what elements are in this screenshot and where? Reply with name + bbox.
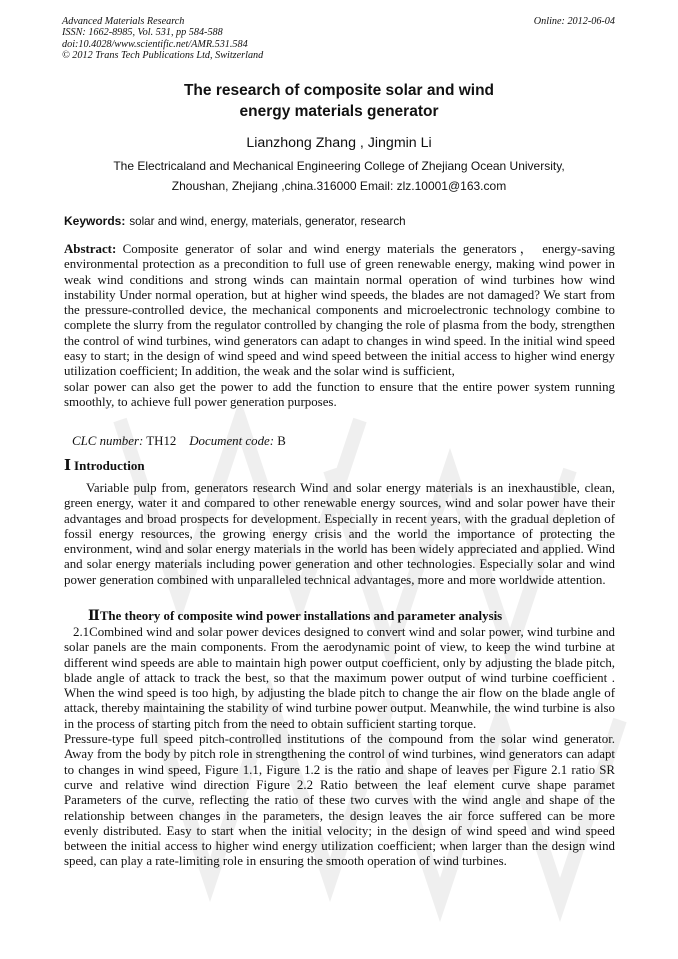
- title-line-2: energy materials generator: [239, 103, 439, 120]
- title-line-1: The research of composite solar and wind: [183, 82, 495, 99]
- section-1-body: [64, 481, 615, 588]
- section-2-body: [64, 625, 615, 870]
- doc-code-label: Document code:: [189, 434, 275, 448]
- abstract-label: Abstract:: [64, 242, 117, 256]
- section-2-numeral: Ⅱ: [88, 609, 100, 624]
- affiliation-line-2: Zhoushan, Zhejiang ,china.316000 Email: zlz.10001@163.com: [171, 179, 507, 193]
- section-2-paragraph-1: 2.1Combined wind and solar power devices designed to convert wind and solar power, wind turbine and solar panels are the main components. From the aerodynamic point of view, to keep the wind turbine at different wind speeds are able to maintain high power output coefficient, only by adjusting the blade pitch, blade angle of attack to track the best, so that the maximum power output of wind turbine coefficient . When the wind speed is too high, by adjusting the blade pitch to change the air flow on the blade angle of attack, thereby maintaining the stability of wind turbine power output. Meanwhile, the wind turbine is also in the process of starting pitch from the need to obtain sufficient starting torque.: [64, 625, 615, 731]
- paper-title: [0, 80, 678, 122]
- keywords-label: Keywords:: [64, 214, 126, 228]
- copyright-line: © 2012 Trans Tech Publications Ltd, Switzerland: [62, 49, 264, 61]
- abstract-text: Composite generator of solar and wind energy materials the generators， energy-saving environmental protection as a precondition to full use of green renewable energy, making wind power in weak wind conditions and strong winds can maintain normal operation of wind turbines how wind instability Under normal operation, but at higher wind speeds, the blades are not damaged? We start from the pressure-controlled device, the mechanical components and microelectronic technology combine to complete the slurry from the regulator controlled by changing the role of plasma from the body, strengthen the control of wind turbines, wind generators can adapt to changes in wind speed. In the initial wind speed easy to start; in the design of wind speed and wind speed between the initial access to higher wind energy utilization coefficient; In addition, the weak and the solar wind is sufficient,: [64, 242, 615, 379]
- section-1-title: Introduction: [74, 458, 145, 473]
- clc-value: TH12: [146, 434, 177, 448]
- section-1-numeral: Ⅰ: [64, 458, 72, 474]
- abstract-paragraph-2: solar power can also get the power to add the function to ensure that the entire power system running smoothly, to achieve full power generation purposes.: [64, 379, 615, 409]
- abstract-paragraph: [64, 242, 615, 380]
- affiliation-line-1: The Electricaland and Mechanical Engineering College of Zhejiang Ocean University,: [113, 159, 565, 173]
- section-1-paragraph: Variable pulp from, generators research Wind and solar energy materials is an inexhaustible, clean, green energy, water it and compared to other renewable energy sources, wind and solar power have their advantages and broad prospects for development. Especially in recent years, with the gradual depletion of fossil energy resources, the growing energy crisis and the world the importance of protecting the environment, wind and solar energy materials in the world has been widely appreciated and applied. Wind and solar energy materials including power generation and other technologies. Especially solar and wind power generation combined with unparalleled technical advantages, more and more worldwide attention.: [64, 481, 615, 587]
- clc-label: CLC number:: [72, 434, 144, 448]
- section-2-title: The theory of composite wind power installations and parameter analysis: [99, 609, 503, 623]
- abstract: [64, 242, 615, 410]
- section-2-heading: [88, 608, 502, 625]
- authors: Lianzhong Zhang , Jingmin Li: [246, 135, 432, 151]
- doi-line: doi:10.4028/www.scientific.net/AMR.531.584: [62, 38, 248, 50]
- affiliation: [0, 156, 678, 196]
- doc-code-value: B: [277, 434, 286, 448]
- keywords: [64, 214, 624, 229]
- issn-line: ISSN: 1662-8985, Vol. 531, pp 584-588: [62, 27, 223, 39]
- keywords-text: solar and wind, energy, materials, generator, research: [129, 215, 406, 228]
- section-1-heading: [64, 458, 145, 474]
- online-date: Online: 2012-06-04: [533, 16, 615, 27]
- section-2-paragraph-2: Pressure-type full speed pitch-controlled institutions of the compound from the solar wind generator. Away from the body by pitch role in strengthening the control of wind turbines, wind generators can adapt to changes in wind speed, Figure 1.1, Figure 1.2 is the ratio and shape of leaves per Figure 2.1 ratio SR curve and relative wind direction Figure 2.2 Ratio between the leaf element curve shape paramet Parameters of the curve, reflecting the ratio of these two curves with the wind angle and shape of the relationship between changes in the parameters, the design leaves the air force suffered can be more evenly distributed. Easy to start when the initial velocity; in the design of wind speed and wind speed between the initial access to higher wind energy utilization coefficient; when larger than the design wind speed, can play a rate-limiting role in ensuring the smooth operation of wind turbines.: [64, 732, 615, 869]
- classification: [72, 434, 286, 449]
- journal-meta: [62, 16, 382, 61]
- journal-name: Advanced Materials Research: [62, 16, 185, 27]
